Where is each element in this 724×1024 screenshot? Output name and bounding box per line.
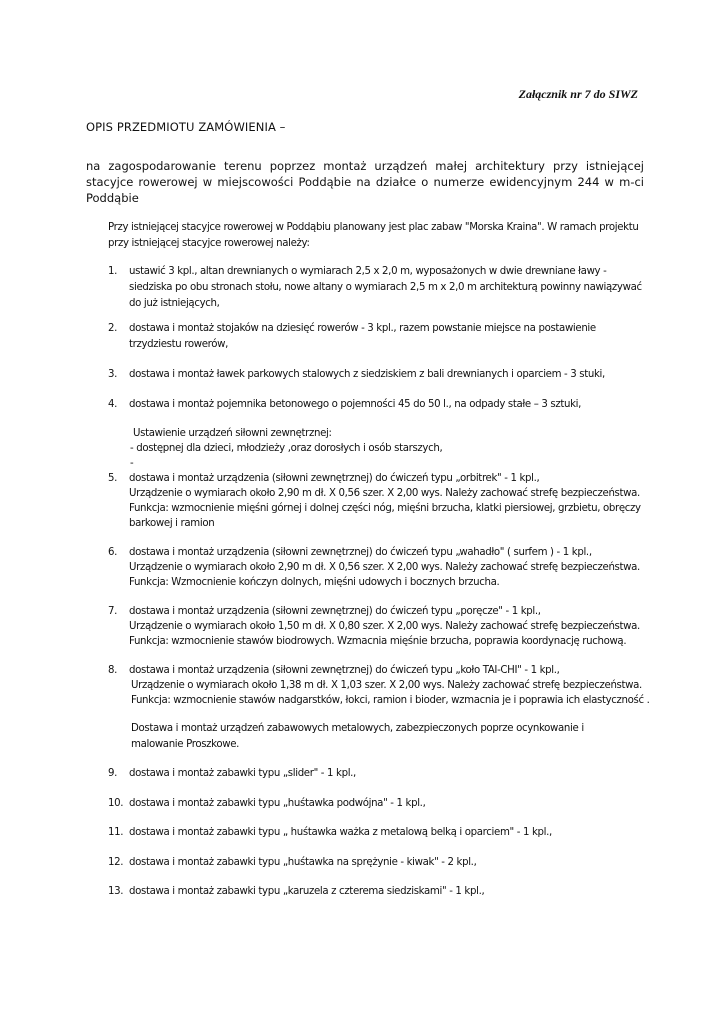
- item-text: dostawa i montaż zabawki typu „karuzela z czterema siedziskami" - 1 kpl.,: [129, 886, 485, 897]
- intro-paragraph: Przy istniejącej stacyjce rowerowej w Poddąbiu planowany jest plac zabaw "Morska Kraina". W ramach projektu przy istniejącej stacyjce rowerowej należy:: [108, 222, 639, 249]
- item-number: 3.: [108, 369, 118, 380]
- page-title: OPIS PRZEDMIOTU ZAMÓWIENIA –: [86, 120, 286, 134]
- item-text: dostawa i montaż zabawki typu „huśtawka podwójna" - 1 kpl.,: [129, 798, 426, 809]
- item-number: 2.: [108, 323, 118, 334]
- item-number: 13.: [108, 886, 124, 897]
- item-text: dostawa i montaż zabawki typu „slider" - 1 kpl.,: [129, 768, 356, 779]
- item-number: 10.: [108, 798, 124, 809]
- item-text: dostawa i montaż zabawki typu „huśtawka na sprężynie - kiwak" - 2 kpl.,: [129, 857, 477, 868]
- item-dimensions: Urządzenie o wymiarach około 1,38 m dł. X 1,03 szer. X 2,00 wys. Należy zachować strefę bezpieczeństwa.: [131, 680, 642, 691]
- item-text: dostawa i montaż pojemnika betonowego o pojemności 45 do 50 l., na odpady stałe – 3 sztuki,: [129, 399, 582, 410]
- item-text: dostawa i montaż urządzenia (siłowni zewnętrznej) do ćwiczeń typu „poręcze" - 1 kpl.,: [129, 606, 541, 617]
- item-number: 6.: [108, 547, 118, 558]
- item-dimensions: Urządzenie o wymiarach około 2,90 m dł. X 0,56 szer. X 2,00 wys. Należy zachować strefę bezpieczeństwa.: [129, 562, 640, 573]
- item-dimensions: Urządzenie o wymiarach około 2,90 m dł. X 0,56 szer. X 2,00 wys. Należy zachować strefę bezpieczeństwa.: [129, 488, 640, 499]
- item-number: 7.: [108, 606, 118, 617]
- annex-label: Załącznik nr 7 do SIWZ: [518, 87, 638, 101]
- exercise-note-dash: -: [130, 458, 134, 469]
- exercise-note-heading: Ustawienie urządzeń siłowni zewnętrznej:: [133, 428, 332, 439]
- item-function: Funkcja: Wzmocnienie kończyn dolnych, mięśni udowych i bocznych brzucha.: [129, 577, 500, 588]
- item-text: dostawa i montaż stojaków na dziesięć rowerów - 3 kpl., razem powstanie miejsce na postawienie trzydziestu rowerów,: [129, 323, 596, 350]
- item-number: 4.: [108, 399, 118, 410]
- exercise-note-line: - dostępnej dla dzieci, młodzieży ,oraz dorosłych i osób starszych,: [130, 443, 443, 454]
- item-number: 1.: [108, 266, 118, 277]
- playground-note: Dostawa i montaż urządzeń zabawowych metalowych, zabezpieczonych poprze ocynkowanie i malowanie Proszkowe.: [131, 723, 584, 750]
- item-text: dostawa i montaż ławek parkowych stalowych z siedziskiem z bali drewnianych i oparciem - 3 stuki,: [129, 369, 605, 380]
- page-subtitle: na zagospodarowanie terenu poprzez montaż urządzeń małej architektury przy istniejącej stacyjce rowerowej w miejscowości Poddąbie na działce o numerze ewidencyjnym 244 w m-ci Poddąbie: [86, 159, 644, 205]
- item-number: 11.: [108, 827, 124, 838]
- item-function: Funkcja: wzmocnienie stawów nadgarstków, łokci, ramion i bioder, wzmacnia je i poprawia ich elastyczność .: [131, 695, 650, 706]
- item-text: dostawa i montaż zabawki typu „ huśtawka ważka z metalową belką i oparciem" - 1 kpl.,: [129, 827, 552, 838]
- item-number: 5.: [108, 473, 118, 484]
- item-text: dostawa i montaż urządzenia (siłowni zewnętrznej) do ćwiczeń typu „wahadło" ( surfem ) - 1 kpl.,: [129, 547, 592, 558]
- item-function-cont: barkowej i ramion: [129, 518, 215, 529]
- item-number: 12.: [108, 857, 124, 868]
- item-text: dostawa i montaż urządzenia (siłowni zewnętrznej) do ćwiczeń typu „koło TAI-CHI" - 1 kpl.,: [129, 665, 560, 676]
- item-text: ustawić 3 kpl., altan drewnianych o wymiarach 2,5 x 2,0 m, wyposażonych w dwie drewniane ławy - siedziska po obu stronach stołu, nowe altany o wymiarach 2,5 m x 2,0 m architekturą powinny nawiązywać do już istniejących,: [129, 266, 642, 309]
- item-function: Funkcja: wzmocnienie mięśni górnej i dolnej części nóg, mięśni brzucha, klatki piersiowej, grzbietu, obręczy: [129, 503, 641, 514]
- item-number: 8.: [108, 665, 118, 676]
- item-text: dostawa i montaż urządzenia (siłowni zewnętrznej) do ćwiczeń typu „orbitrek" - 1 kpl.,: [129, 473, 540, 484]
- item-dimensions: Urządzenie o wymiarach około 1,50 m dł. X 0,80 szer. X 2,00 wys. Należy zachować strefę bezpieczeństwa.: [129, 621, 640, 632]
- item-number: 9.: [108, 768, 118, 779]
- item-function: Funkcja: wzmocnienie stawów biodrowych. Wzmacnia mięśnie brzucha, poprawia koordynację ruchową.: [129, 636, 627, 647]
